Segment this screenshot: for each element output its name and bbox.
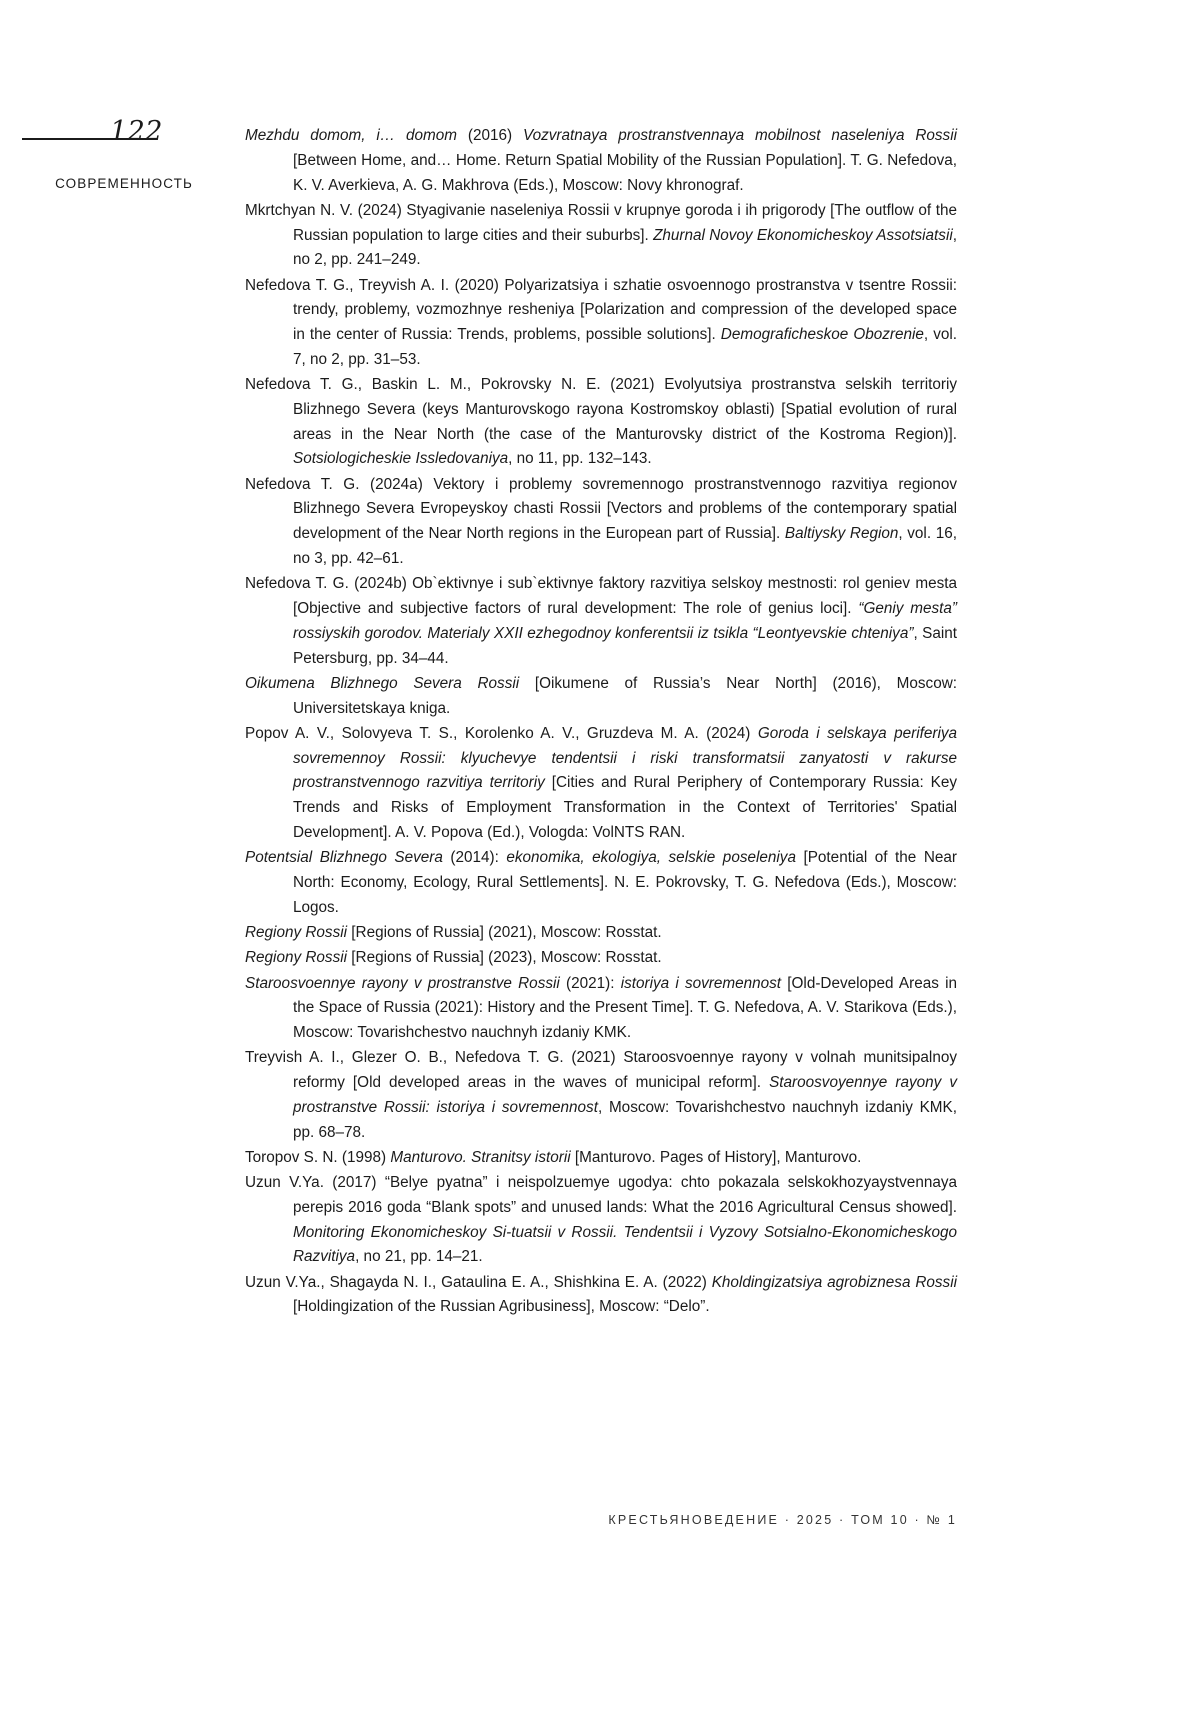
- reference-text: Toropov S. N. (1998): [245, 1148, 391, 1166]
- reference-entry: [245, 373, 957, 472]
- reference-title-italic: Demograficheskoe Obozrenie: [720, 326, 924, 344]
- reference-text: , no 11, pp. 132–143.: [508, 450, 652, 468]
- reference-title-italic: ekonomika, ekologiya, selskie poseleniya: [506, 849, 796, 867]
- reference-entry: [245, 722, 957, 846]
- reference-title-italic: Kholdingizatsiya agrobiznesa Rossii: [711, 1273, 957, 1291]
- reference-text: [Holdingization of the Russian Agribusiness], Moscow: “Delo”.: [293, 1298, 710, 1316]
- reference-entry: [245, 972, 957, 1046]
- reference-title-italic: Regiony Rossii: [245, 924, 348, 941]
- section-label: СОВРЕМЕННОСТЬ: [55, 176, 193, 191]
- reference-text: Popov A. V., Solovyeva T. S., Korolenko A. V., Gruzdeva M. A. (2024): [245, 724, 758, 742]
- reference-text: [Between Home, and… Home. Return Spatial Mobility of the Russian Population]. T. G. Nefedova, K. V. Averkieva, A. G. Makhrova (Eds.), Moscow: Novy khronograf.: [293, 151, 957, 194]
- reference-entry: [245, 846, 957, 920]
- reference-title-italic: Staroosvoennye rayony v prostranstve Rossii: [245, 974, 560, 992]
- reference-text: [Oikumene of Russia’s Near North] (2016), Moscow: Universitetskaya kniga.: [293, 674, 957, 717]
- reference-title-italic: Mezhdu domom, i… domom: [245, 127, 457, 144]
- reference-text: (2021):: [559, 974, 621, 992]
- reference-title-italic: Manturovo. Stranitsy istorii: [390, 1148, 571, 1166]
- reference-text: [Regions of Russia] (2023), Moscow: Rosstat.: [347, 949, 662, 967]
- reference-entry: [245, 1271, 957, 1321]
- page-footer: КРЕСТЬЯНОВЕДЕНИЕ · 2025 · ТОМ 10 · № 1: [608, 1513, 957, 1527]
- reference-entry: [245, 199, 957, 273]
- reference-text: [Regions of Russia] (2021), Moscow: Rosstat.: [347, 924, 662, 941]
- reference-entry: [245, 921, 957, 946]
- reference-title-italic: Oikumena Blizhnego Severa Rossii: [245, 674, 520, 692]
- reference-text: Uzun V.Ya. (2017) “Belye pyatna” i neispolzuemye ugodya: chto pokazala selskokhozyaystvennaya perepis 2016 goda “Blank spots” and unused lands: What the 2016 Agricultural Census showed].: [245, 1174, 957, 1216]
- reference-text: , vol. 16, no 3, pp. 42–61.: [293, 525, 957, 568]
- reference-text: [Cities and Rural Periphery of Contemporary Russia: Key Trends and Risks of Employment Transformation in the Context of Territories' Spatial Development]. A. V. Popova (Ed.), Vologda: VolNTS RAN.: [293, 774, 957, 841]
- reference-text: Nefedova T. G. (2024a) Vektory i problemy sovremennogo prostranstvennogo razvitiya regionov Blizhnego Severa Evropeyskoy chasti Rossii [Vectors and problems of the contemporary spatial development of the Near North regions in the European part of Russia].: [245, 475, 957, 543]
- reference-text: , vol. 7, no 2, pp. 31–53.: [293, 326, 957, 368]
- reference-entry: [245, 124, 957, 198]
- reference-text: [Manturovo. Pages of History], Manturovo.: [570, 1148, 862, 1166]
- reference-entry: [245, 672, 957, 722]
- reference-title-italic: Regiony Rossii: [245, 949, 348, 967]
- reference-text: Treyvish A. I., Glezer O. B., Nefedova T. G. (2021) Staroosvoennye rayony v volnah munitsipalnoy reformy [Old developed areas in the waves of municipal reform].: [245, 1049, 957, 1092]
- reference-text: (2016): [456, 127, 523, 144]
- reference-entry: [245, 946, 957, 971]
- reference-text: Nefedova T. G., Treyvish A. I. (2020) Polyarizatsiya i szhatie osvoennogo prostranstva v tsentre Rossii: trendy, problemy, vozmozhnye resheniya [Polarization and compression of the developed space in the center of Russia: Trends, problems, possible solutions].: [245, 276, 957, 344]
- reference-text: Mkrtchyan N. V. (2024) Styagivanie naseleniya Rossii v krupnye goroda i ih prigorody [The outflow of the Russian population to large cities and their suburbs].: [245, 201, 957, 244]
- reference-text: Nefedova T. G. (2024b) Ob`ektivnye i sub`ektivnye faktory razvitiya selskoy mestnosti: rol geniev mesta [Objective and subjective factors of rural development: The role of genius loci].: [245, 575, 957, 618]
- reference-entry: [245, 274, 957, 373]
- reference-title-italic: Potentsial Blizhnego Severa: [245, 849, 443, 867]
- page-number: 122: [109, 116, 163, 147]
- reference-title-italic: Zhurnal Novoy Ekonomicheskoy Assotsiatsii: [653, 226, 953, 244]
- reference-text: [Old-Developed Areas in the Space of Russia (2021): History and the Present Time]. T. G. Nefedova, A. V. Starikova (Eds.), Moscow: Tovarishchestvo nauchnyh izdaniy KMK.: [293, 974, 958, 1042]
- reference-title-italic: Goroda i selskaya periferiya sovremennoy Rossii: klyuchevye tendentsii i riski transformatsii zanyatosti v rakurse prostranstvennogo razvitiya territoriy: [293, 724, 957, 792]
- reference-text: , Moscow: Tovarishchestvo nauchnyh izdaniy KMK, pp. 68–78.: [293, 1098, 957, 1141]
- reference-text: Uzun V.Ya., Shagayda N. I., Gataulina E. A., Shishkina E. A. (2022): [245, 1273, 712, 1291]
- reference-text: (2014):: [442, 849, 507, 867]
- reference-entry: [245, 572, 957, 671]
- reference-entry: [245, 1171, 957, 1270]
- reference-title-italic: Monitoring Ekonomicheskoy Si-tuatsii v Rossii. Tendentsii i Vyzovy Sotsialno-Ekonomicheskogo Razvitiya: [293, 1223, 957, 1266]
- reference-entry: [245, 1146, 957, 1171]
- reference-entry: [245, 473, 957, 572]
- reference-text: , no 2, pp. 241–249.: [293, 226, 957, 269]
- reference-title-italic: Staroosvoyennye rayony v prostranstve Rossii: istoriya i sovremennost: [293, 1074, 958, 1116]
- reference-title-italic: Baltiysky Region: [784, 525, 899, 543]
- reference-entry: [245, 1046, 957, 1145]
- reference-text: , Saint Petersburg, pp. 34–44.: [293, 624, 957, 667]
- reference-list: [245, 124, 957, 1321]
- reference-title-italic: Sotsiologicheskie Issledovaniya: [293, 450, 509, 468]
- reference-title-italic: “Geniy mesta” rossiyskih gorodov. Materialy XXII ezhegodnoy konferentsii iz tsikla “Leontyevskie chteniya”: [293, 600, 957, 642]
- reference-title-italic: istoriya i sovremennost: [620, 974, 782, 992]
- reference-text: Nefedova T. G., Baskin L. M., Pokrovsky N. E. (2021) Evolyutsiya prostranstva selskih territoriy Blizhnego Severa (keys Manturovskogo rayona Kostromskoy oblasti) [Spatial evolution of rural areas in the Near North (the case of the Manturovsky district of the Kostroma Region)].: [245, 376, 957, 443]
- reference-text: [Potential of the Near North: Economy, Ecology, Rural Settlements]. N. E. Pokrovsky, T. G. Nefedova (Eds.), Moscow: Logos.: [293, 849, 957, 916]
- reference-title-italic: Vozvratnaya prostranstvennaya mobilnost naseleniya Rossii: [522, 127, 957, 144]
- reference-text: , no 21, pp. 14–21.: [355, 1248, 483, 1266]
